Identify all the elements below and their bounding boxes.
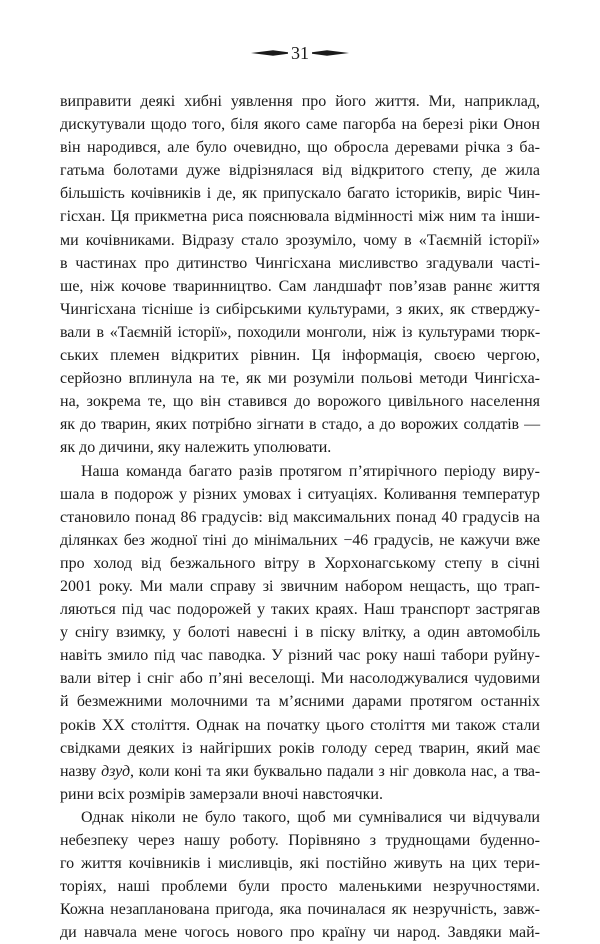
text-line: Наша команда багато разів протягом п’ятирічного періоду виру- <box>81 462 540 480</box>
text-line: навіть змило під час паводка. У різний час року наші табори руйну- <box>60 647 540 665</box>
text-line: свідками деяких із найгірших років голоду серед тварин, який має <box>60 739 540 757</box>
text-line: вали в «Таємній історії», походили монголи, ніж із культурами тюрк- <box>60 323 540 341</box>
text-line: гісхан. Ця прикметна риса пояснювала відмінності між ним та інши- <box>60 208 540 226</box>
text-line: й безмежними молочними та м’ясними дарами протягом останніх <box>60 693 540 711</box>
text-line: шала в подорож у різних умовах і ситуаціях. Коливання температур <box>60 485 540 503</box>
page-header <box>0 42 600 64</box>
text-line: Чингісхана тісніше із сибірськими культурами, з яких, як стверджу- <box>60 300 540 318</box>
paragraph-2 <box>60 460 540 806</box>
text-line: торіях, наші проблеми були просто маленькими незручностями. <box>60 878 540 896</box>
text-line: становило понад 86 градусів: від максимальних понад 40 градусів на <box>60 508 540 526</box>
paragraph-1 <box>60 90 540 460</box>
text-line: у снігу взимку, у болоті навесні і в піску влітку, а один автомобіль <box>60 624 540 642</box>
text-line: небезпеку через нашу роботу. Порівняно з труднощами буденно- <box>60 832 540 849</box>
text-line: назву дзуд, коли коні та яки буквально падали з ніг довкола нас, а тва- <box>60 762 541 780</box>
text-line: років XX століття. Однак на початку цього століття ми також стали <box>60 716 540 734</box>
italic-term: дзуд <box>101 762 130 780</box>
text-line: більшість кочівників і де, як припускало багато істориків, виріс Чин- <box>60 185 540 203</box>
text-line: серйозно вплинула на те, як ми розуміли польові методи Чингісха- <box>60 370 540 388</box>
text-line: ляються під час подорожей у таких краях. Наш транспорт застрягав <box>60 601 540 619</box>
text-line: він народився, але було очевидно, що обросла деревами річка з ба- <box>60 139 540 157</box>
body-text <box>60 90 540 944</box>
text-line: ських племен відкритих рівнин. Ця інформація, своєю чергою, <box>60 347 540 365</box>
text-line: ми кочівниками. Відразу стало зрозуміло, чому в «Таємній історії» <box>60 231 540 249</box>
paragraph-3 <box>60 806 540 944</box>
text-line: ди навчала мене чогось нового про країну чи народ. Завдяки май- <box>60 924 540 942</box>
text-line: в частинах про дитинство Чингісхана мисливство згадували частi- <box>60 254 540 272</box>
text-line: 2001 року. Ми мали справу зі звичним набором нещасть, що трап- <box>60 577 540 595</box>
text-line: ділянках без жодної тіні до мінімальних −46 градусів, не кажучи вже <box>60 531 540 549</box>
text-line: гатьма болотами дуже відрізнялася від відкритого степу, де жила <box>60 162 540 180</box>
text-line: дискутували щодо того, біля якого саме пагорба на березі ріки Онон <box>60 116 540 134</box>
text-line: як до тварин, яких потрібно зігнати в стадо, а до ворожих солдатів — <box>60 416 540 434</box>
text-line: вали вітер і сніг або п’яні веселощі. Ми насолоджувалися чудовими <box>60 670 540 688</box>
right-ornament-icon <box>311 48 349 58</box>
text-line: рини всіх розмірів замерзали вночі навстоячки. <box>60 785 383 803</box>
text-line: виправити деякі хибні уявлення про його життя. Ми, наприклад, <box>60 93 540 110</box>
text-line: Кожна незапланована пригода, яка починалася як незручність, завж- <box>60 901 540 919</box>
text-line: як до дичини, яку належить уполювати. <box>60 439 332 457</box>
text-line: про холод від безжального вітру в Хорхонагському степу в січні <box>60 554 540 572</box>
text-line: Однак ніколи не було такого, щоб ми сумнівалися чи відчували <box>81 808 540 826</box>
text-line: на, зокрема те, що він ставився до ворожого цивільного населення <box>60 393 540 411</box>
page-number: 31 <box>291 43 309 63</box>
text-line: го життя кочівників і мисливців, які постійно живуть на цих тери- <box>60 855 540 873</box>
text-line: ше, ніж кочове тваринництво. Сам ландшафт пов’язав раннє життя <box>60 277 540 295</box>
